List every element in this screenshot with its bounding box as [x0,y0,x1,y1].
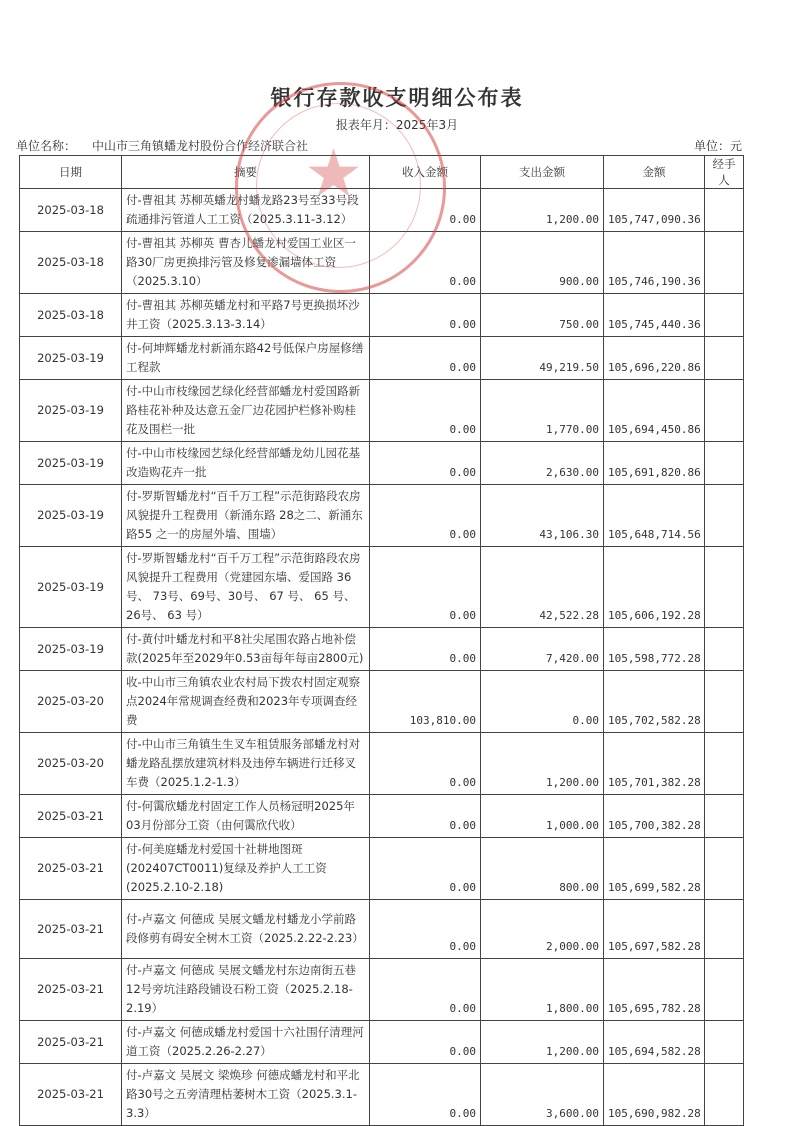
row-balance: 105,701,382.28 [604,733,705,795]
header-handler: 经手人 [705,156,744,189]
row-date: 2025-03-21 [20,838,122,900]
row-balance: 105,690,982.28 [604,1064,705,1126]
table-row [20,380,744,442]
row-balance: 105,745,440.36 [604,294,705,337]
unit-name-line [16,137,308,154]
ledger-table [19,155,744,1126]
row-handler [705,547,744,628]
row-expense: 1,000.00 [481,795,604,838]
row-income: 0.00 [370,189,481,232]
currency-unit: 单位：元 [693,139,742,153]
row-summary: 收-中山市三角镇农业农村局下拨农村固定观察点2024年常规调查经费和2023年专项调查经费 [122,671,370,733]
row-balance: 105,696,220.86 [604,337,705,380]
header-expense: 支出金额 [481,156,604,189]
row-date: 2025-03-20 [20,733,122,795]
row-expense: 2,630.00 [481,442,604,485]
row-balance: 105,697,582.28 [604,900,705,959]
row-expense: 1,200.00 [481,189,604,232]
row-summary: 付-曹祖其 苏柳英蟠龙村蟠龙路23号至33号段疏通排污管道人工工资（2025.3.11-3.12） [122,189,370,232]
row-date: 2025-03-19 [20,380,122,442]
table-row [20,900,744,959]
row-expense: 750.00 [481,294,604,337]
row-handler [705,959,744,1021]
row-summary: 付-中山市枝缘园艺绿化经营部蟠龙村爱国路新路桂花补种及达意五金厂边花园护栏修补购桂花及围栏一批 [122,380,370,442]
row-date: 2025-03-18 [20,294,122,337]
header-row [20,156,744,189]
row-expense: 1,770.00 [481,380,604,442]
row-date: 2025-03-19 [20,485,122,547]
row-expense: 1,200.00 [481,733,604,795]
row-date: 2025-03-21 [20,959,122,1021]
table-row [20,294,744,337]
row-income: 0.00 [370,1064,481,1126]
row-summary: 付-曹祖其 苏柳英 曹杏儿蟠龙村爱国工业区一路30厂房更换排污管及修复渗漏墙体工资（2025.3.10） [122,232,370,294]
row-summary: 付-卢嘉文 何德成 吴展文蟠龙村蟠龙小学前路段修剪有碍安全树木工资（2025.2.22-2.23） [122,900,370,959]
row-expense: 43,106.30 [481,485,604,547]
table-row [20,1064,744,1126]
row-balance: 105,702,582.28 [604,671,705,733]
row-summary: 付-何美庭蟠龙村爱国十社耕地图斑(202407CT0011)复绿及养护人工工资(2025.2.10-2.18) [122,838,370,900]
row-expense: 0.00 [481,671,604,733]
row-summary: 付-中山市三角镇生生叉车租赁服务部蟠龙村对蟠龙路乱摆放建筑材料及违停车辆进行迁移叉车费（2025.1.2-1.3） [122,733,370,795]
table-row [20,671,744,733]
table-row [20,232,744,294]
report-period: 报表年月：2025年3月 [335,118,459,132]
header-income: 收入金额 [370,156,481,189]
row-date: 2025-03-19 [20,442,122,485]
table-row [20,959,744,1021]
row-income: 0.00 [370,900,481,959]
row-income: 0.00 [370,337,481,380]
row-date: 2025-03-19 [20,628,122,671]
row-date: 2025-03-18 [20,189,122,232]
row-expense: 1,800.00 [481,959,604,1021]
row-handler [705,337,744,380]
row-balance: 105,694,450.86 [604,380,705,442]
row-balance: 105,747,090.36 [604,189,705,232]
row-expense: 42,522.28 [481,547,604,628]
row-handler [705,838,744,900]
unit-name-label: 单位名称： [16,139,77,153]
table-row [20,795,744,838]
row-summary: 付-黄付叶蟠龙村和平8社尖尾围农路占地补偿款(2025年至2029年0.53亩每年每亩2800元) [122,628,370,671]
table-row [20,1021,744,1064]
header-date: 日期 [20,156,122,189]
row-income: 0.00 [370,232,481,294]
row-expense: 1,200.00 [481,1021,604,1064]
row-date: 2025-03-21 [20,1064,122,1126]
table-row [20,733,744,795]
table-row [20,337,744,380]
row-handler [705,628,744,671]
row-date: 2025-03-18 [20,232,122,294]
table-row [20,485,744,547]
row-handler [705,485,744,547]
row-handler [705,795,744,838]
row-income: 103,810.00 [370,671,481,733]
row-summary: 付-何霭欣蟠龙村固定工作人员杨冠明2025年03月份部分工资（由何霭欣代收） [122,795,370,838]
row-summary: 付-曹祖其 苏柳英蟠龙村和平路7号更换损坏沙井工资（2025.3.13-3.14） [122,294,370,337]
table-row [20,628,744,671]
row-summary: 付-卢嘉文 何德成蟠龙村爱国十六社围仔清理河道工资（2025.2.26-2.27） [122,1021,370,1064]
row-balance: 105,746,190.36 [604,232,705,294]
row-balance: 105,598,772.28 [604,628,705,671]
row-date: 2025-03-21 [20,795,122,838]
row-handler [705,232,744,294]
row-handler [705,380,744,442]
row-balance: 105,699,582.28 [604,838,705,900]
table-row [20,442,744,485]
row-summary: 付-罗斯智蟠龙村“百千万工程”示范街路段农房风貌提升工程费用（党建园东墙、爱国路 36 号、 73号、69号、30号、 67 号、 65 号、 26号、 63 号） [122,547,370,628]
row-handler [705,733,744,795]
row-income: 0.00 [370,294,481,337]
row-handler [705,1064,744,1126]
row-date: 2025-03-20 [20,671,122,733]
row-summary: 付-罗斯智蟠龙村“百千万工程”示范街路段农房风貌提升工程费用（新涌东路 28之二、新涌东路55 之一的房屋外墙、围墙） [122,485,370,547]
row-expense: 900.00 [481,232,604,294]
row-balance: 105,694,582.28 [604,1021,705,1064]
row-balance: 105,695,782.28 [604,959,705,1021]
row-date: 2025-03-19 [20,337,122,380]
row-handler [705,1021,744,1064]
row-balance: 105,606,192.28 [604,547,705,628]
row-expense: 49,219.50 [481,337,604,380]
table-row [20,189,744,232]
row-income: 0.00 [370,795,481,838]
row-income: 0.00 [370,733,481,795]
row-summary: 付-卢嘉文 吴展文 梁焕珍 何德成蟠龙村和平北路30号之五旁清理枯萎树木工资（2025.3.1-3.3） [122,1064,370,1126]
row-date: 2025-03-19 [20,547,122,628]
row-expense: 7,420.00 [481,628,604,671]
row-handler [705,671,744,733]
row-handler [705,294,744,337]
row-expense: 800.00 [481,838,604,900]
row-income: 0.00 [370,380,481,442]
header-balance: 金额 [604,156,705,189]
row-balance: 105,648,714.56 [604,485,705,547]
row-balance: 105,700,382.28 [604,795,705,838]
row-income: 0.00 [370,485,481,547]
row-balance: 105,691,820.86 [604,442,705,485]
row-expense: 3,600.00 [481,1064,604,1126]
row-summary: 付-卢嘉文 何德成 吴展文蟠龙村东边南街五巷12号旁坑洼路段铺设石粉工资（2025.2.18-2.19） [122,959,370,1021]
row-expense: 2,000.00 [481,900,604,959]
header-summary: 摘要 [122,156,370,189]
row-income: 0.00 [370,959,481,1021]
table-row [20,547,744,628]
row-income: 0.00 [370,547,481,628]
row-income: 0.00 [370,628,481,671]
row-summary: 付-中山市枝缘园艺绿化经营部蟠龙幼儿园花基改造购花卉一批 [122,442,370,485]
table-row [20,838,744,900]
row-handler [705,900,744,959]
unit-name-value: 中山市三角镇蟠龙村股份合作经济联合社 [92,139,309,153]
row-date: 2025-03-21 [20,1021,122,1064]
row-income: 0.00 [370,1021,481,1064]
row-summary: 付-何坤辉蟠龙村新涌东路42号低保户房屋修缮工程款 [122,337,370,380]
row-handler [705,189,744,232]
row-date: 2025-03-21 [20,900,122,959]
row-handler [705,442,744,485]
row-income: 0.00 [370,838,481,900]
seal-star-icon: ★ [304,135,364,212]
page-title: 银行存款收支明细公布表 [270,85,524,110]
row-income: 0.00 [370,442,481,485]
